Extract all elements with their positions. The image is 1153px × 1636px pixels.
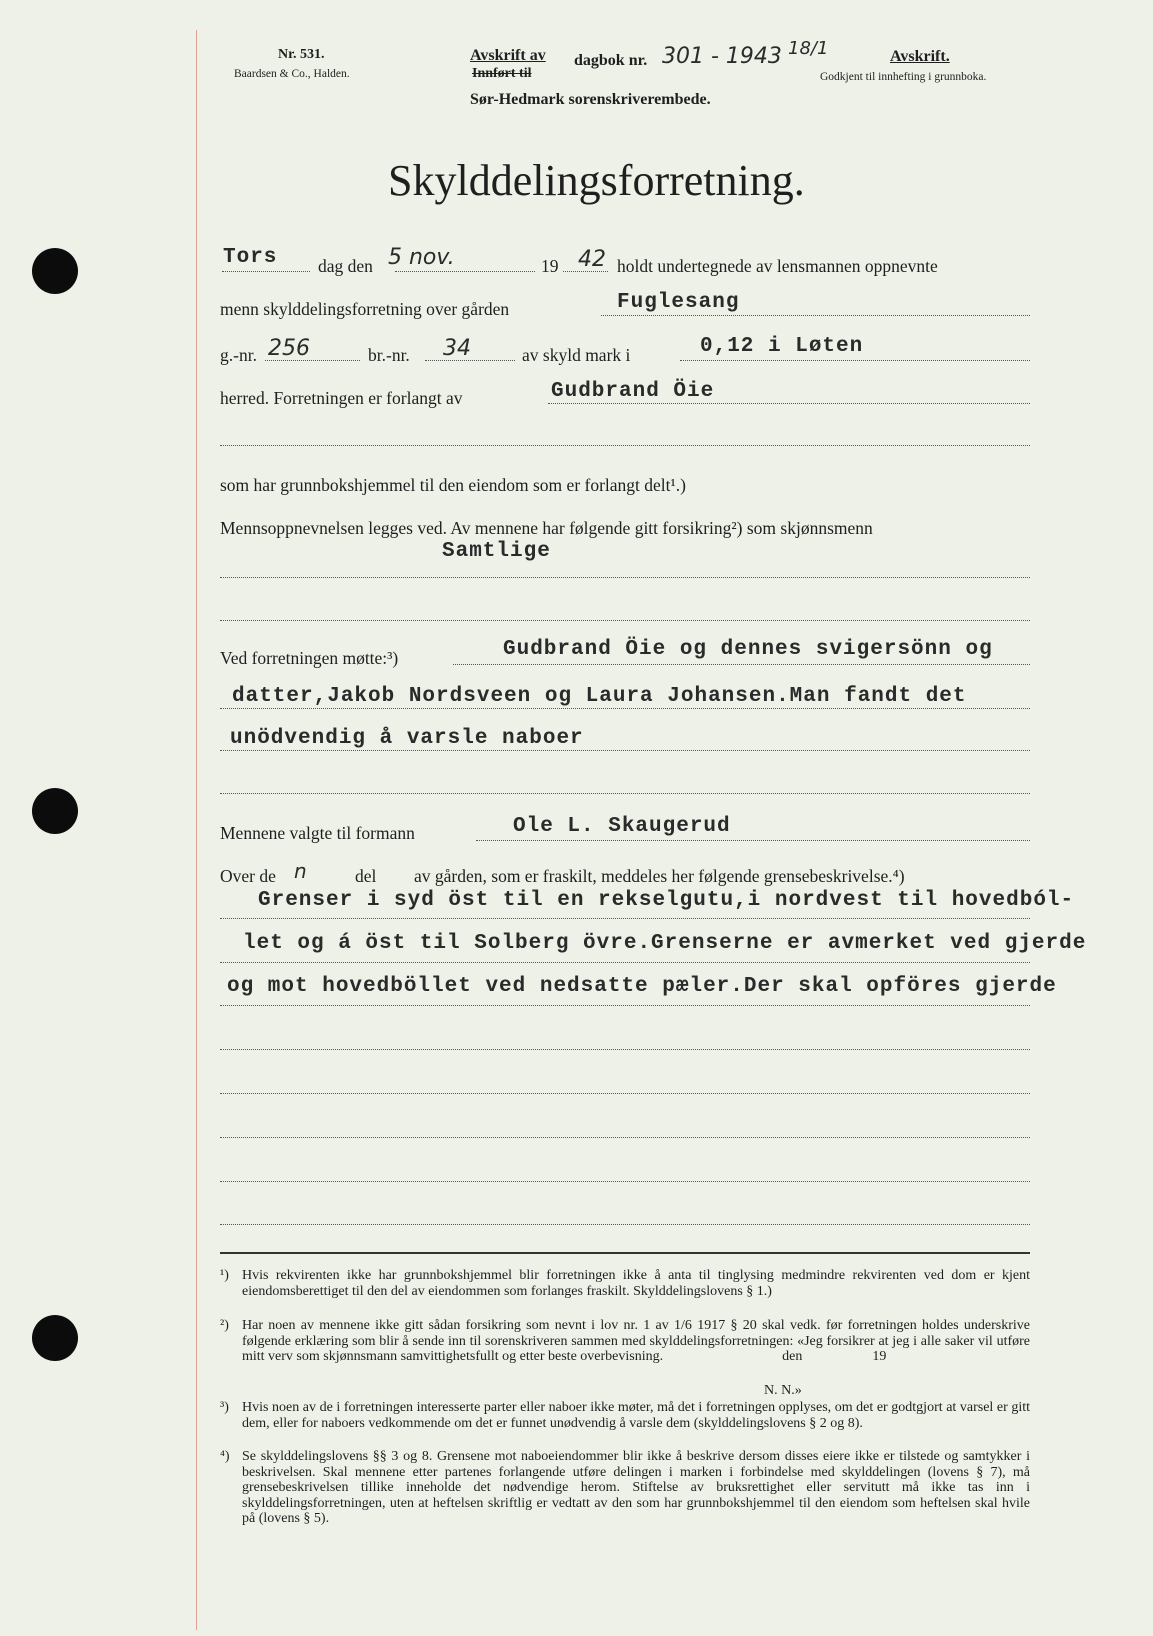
gnr-label: g.-nr. bbox=[220, 345, 257, 365]
form-number: Nr. 531. bbox=[278, 47, 325, 62]
herred-text: herred. Forretningen er forlangt av bbox=[220, 388, 463, 408]
punch-hole-middle bbox=[32, 788, 78, 834]
held-text: holdt undertegnede av lensmannen oppnevnte bbox=[617, 256, 938, 276]
grense-line-1: Grenser i syd öst til en rekselgutu,i nordvest til hovedból- bbox=[258, 889, 1075, 912]
grense-line-3: og mot hovedböllet ved nedsatte pæler.Der skal opföres gjerde bbox=[227, 975, 1057, 998]
blank-dotline-5 bbox=[220, 1093, 1030, 1094]
farm-value: Fuglesang bbox=[617, 291, 740, 314]
grunnbok-text: som har grunnbokshjemmel til den eiendom som er forlangt delt¹.) bbox=[220, 475, 686, 495]
motte-dotline-3 bbox=[220, 750, 1030, 751]
footnote-1 bbox=[220, 1268, 1030, 1299]
godkjent-note: Godkjent til innhefting i grunnboka. bbox=[820, 71, 987, 83]
dagbok-date: 18/1 bbox=[788, 38, 829, 59]
formann-label: Mennene valgte til formann bbox=[220, 823, 415, 843]
blank-dotline-1 bbox=[220, 445, 1030, 446]
avskrift-label: Avskrift. bbox=[890, 48, 950, 65]
grense-line-2: let og á öst til Solberg övre.Grenserne er avmerket ved gjerde bbox=[243, 932, 1087, 955]
footnote-3-text: Hvis noen av de i forretningen interesserte parter eller naboer ikke møter, må det i forretningen opplyses, om det er godtgjort at varsel er gitt dem, eller for naboers vedkommende om det er funnet unødvendig å varsle dem (skylddelingslovens § 2 og 8). bbox=[242, 1400, 1030, 1431]
year-prefix: 19 bbox=[541, 256, 559, 276]
footnote-4-text: Se skylddelingslovens §§ 3 og 8. Grensene mot naboeiendommer blir ikke å beskrive dersom disses eiere ikke er tilstede og samtykker i beskrivelsen. Skal mennene etter partenes forlangende utføre delingen i marken i forbindelse med skylddelingen (lovens § 7), må grensebeskrivelsen tillike inneholde det nødvendige herom. Stiftelse av bruksrettighet eller servitutt må ikke tas inn i skylddelingsforretningen, uten at heftelsen skriftlig er vedtatt av den som har grunnbokshjemmel til den eiendom som heftelsen skal hvile på (lovens § 5). bbox=[242, 1449, 1030, 1527]
grense-dotline-1 bbox=[220, 918, 1030, 919]
dagbok-number: 301 - 1943 bbox=[662, 44, 782, 69]
over-de-label: Over de bbox=[220, 866, 276, 886]
gnr-value: 256 bbox=[268, 336, 310, 361]
gnr-dotline bbox=[265, 360, 360, 361]
farm-dotline bbox=[601, 315, 1030, 316]
grense-dotline-2 bbox=[220, 962, 1030, 963]
blank-dotline-4 bbox=[220, 1049, 1030, 1050]
skyld-dotline bbox=[680, 360, 1030, 361]
motte-line-3: unödvendig å varsle naboer bbox=[230, 727, 584, 750]
requested-by-dotline bbox=[548, 403, 1030, 404]
punch-hole-top bbox=[32, 248, 78, 294]
footnote-3 bbox=[220, 1400, 1030, 1431]
bnr-value: 34 bbox=[443, 336, 471, 361]
punch-hole-bottom bbox=[32, 1315, 78, 1361]
footnote-4 bbox=[220, 1449, 1030, 1527]
day-value: Tors bbox=[223, 246, 278, 269]
footnote-rule bbox=[220, 1252, 1030, 1254]
grense-text: av gården, som er fraskilt, meddeles her følgende grensebeskrivelse.⁴) bbox=[414, 866, 905, 886]
footnote-4-number: ⁴) bbox=[220, 1449, 230, 1464]
dag-den-label: dag den bbox=[318, 256, 373, 276]
del-label: del bbox=[355, 866, 377, 886]
motte-line-1: Gudbrand Öie og dennes svigersönn og bbox=[503, 638, 993, 661]
margin-line bbox=[196, 30, 197, 1630]
bnr-label: br.-nr. bbox=[368, 345, 410, 365]
office-name: Sør-Hedmark sorenskriverembede. bbox=[470, 91, 711, 108]
blank-dotline-3 bbox=[220, 793, 1030, 794]
bnr-dotline bbox=[425, 360, 515, 361]
skyld-label: av skyld mark i bbox=[522, 345, 631, 365]
menn-text: menn skylddelingsforretning over gården bbox=[220, 299, 510, 319]
blank-dotline-6 bbox=[220, 1137, 1030, 1138]
grense-dotline-3 bbox=[220, 1005, 1030, 1006]
page-title: Skylddelingsforretning. bbox=[388, 156, 805, 205]
formann-value: Ole L. Skaugerud bbox=[513, 815, 731, 838]
requested-by-value: Gudbrand Öie bbox=[551, 380, 715, 403]
footnote-2-number: ²) bbox=[220, 1318, 229, 1333]
footnote-2 bbox=[220, 1318, 1034, 1365]
blank-dotline-2 bbox=[220, 620, 1030, 621]
motte-dotline-1 bbox=[453, 664, 1030, 665]
blank-dotline-7 bbox=[220, 1181, 1030, 1182]
dagbok-label: dagbok nr. bbox=[574, 52, 648, 69]
day-dotline bbox=[222, 271, 310, 272]
date-dotline bbox=[395, 271, 535, 272]
motte-dotline-2 bbox=[220, 708, 1030, 709]
formann-dotline bbox=[476, 840, 1030, 841]
menn-oppnevnt-text: Mennsoppnevnelsen legges ved. Av mennene har følgende gitt forsikring²) som skjønnsmenn bbox=[220, 518, 873, 538]
motte-line-2: datter,Jakob Nordsveen og Laura Johansen.Man fandt det bbox=[232, 685, 967, 708]
year-dotline bbox=[563, 271, 608, 272]
forsikring-dotline bbox=[220, 577, 1030, 578]
avskrift-av-label: Avskrift av bbox=[470, 47, 546, 64]
footnote-1-number: ¹) bbox=[220, 1268, 229, 1283]
over-de-suffix: n bbox=[294, 859, 307, 883]
footnote-2-signature: N. N.» bbox=[764, 1383, 802, 1398]
footnote-1-text: Hvis rekvirenten ikke har grunnbokshjemmel blir forretningen ikke å anta til tinglysing medmindre rekvirenten ved dom er kjent eiendomsberettiget til den del av eiendommen som forlanges fraskilt. Skylddelingslovens § 1.) bbox=[242, 1268, 1030, 1299]
footnote-3-number: ³) bbox=[220, 1400, 229, 1415]
printer-name: Baardsen & Co., Halden. bbox=[234, 68, 350, 80]
motte-label: Ved forretningen møtte:³) bbox=[220, 648, 399, 668]
date-value: 5 nov. bbox=[388, 245, 455, 270]
innfort-til-label: Innført til bbox=[472, 66, 532, 81]
skyld-value: 0,12 i Løten bbox=[700, 335, 864, 358]
forsikring-value: Samtlige bbox=[442, 540, 551, 563]
blank-dotline-8 bbox=[220, 1224, 1030, 1225]
year-value: 42 bbox=[578, 247, 606, 272]
footnote-2-text: Har noen av mennene ikke gitt sådan forsikring som nevnt i lov nr. 1 av 1/6 1917 § 20 skal vedk. før forretningen holdes underskrive følgende erklæring som blir å sende inn til sorenskriveren sammen med skylddelingsforretningen: «Jeg forsikrer at jeg i alle saker vil utføre mitt verv som skjønnsmann samvittighetsfullt og etter beste overbevisning. den 19 bbox=[242, 1318, 1034, 1365]
